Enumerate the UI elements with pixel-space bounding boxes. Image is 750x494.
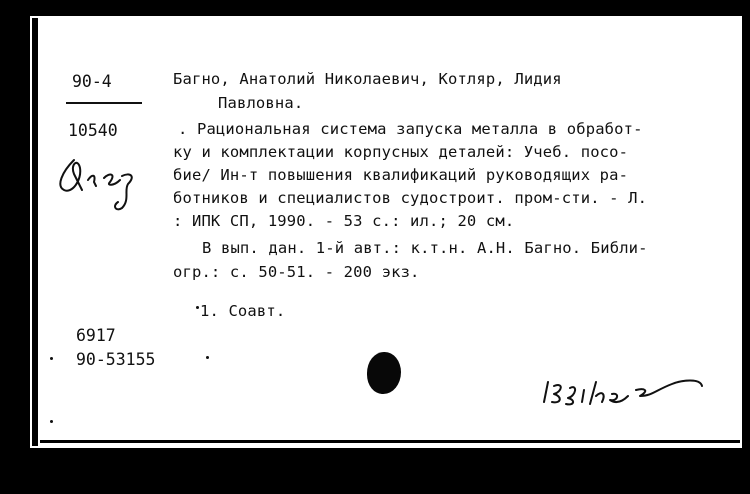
subject-entry: 1. Соавт. [200, 302, 286, 320]
title-line-4: ботников и специалистов судостроит. пром-сти. - Л. [173, 189, 648, 207]
author-line-2: Павловна. [218, 94, 304, 112]
author-line-1: Багно, Анатолий Николаевич, Котляр, Лидия [173, 70, 562, 88]
note-line-1: В вып. дан. 1-й авт.: к.т.н. А.Н. Багно. Библи- [202, 239, 648, 257]
title-line-3: бие/ Ин-т повышения квалификаций руководящих ра- [173, 166, 629, 184]
note-line-2: огр.: с. 50-51. - 200 экз. [173, 263, 420, 281]
scan-speck [50, 420, 53, 423]
title-line-1: . Рациональная система запуска металла в обработ- [178, 120, 643, 138]
shelf-mark-rule [66, 102, 142, 104]
handwritten-note [540, 368, 710, 410]
card-code-2: 90-53155 [76, 350, 156, 369]
title-line-2: ку и комплектации корпусных деталей: Учеб. посо- [173, 143, 629, 161]
accession-number: 10540 [68, 121, 118, 140]
scan-speck [50, 357, 53, 360]
handwritten-mark [52, 150, 144, 214]
shelf-mark: 90-4 [72, 72, 112, 91]
card-left-edge [32, 18, 38, 446]
card-bottom-rule [40, 440, 740, 443]
title-line-5: : ИПК СП, 1990. - 53 с.: ил.; 20 см. [173, 212, 515, 230]
scan-speck [206, 356, 209, 359]
scan-speck [196, 306, 199, 309]
card-code-1: 6917 [76, 326, 116, 345]
